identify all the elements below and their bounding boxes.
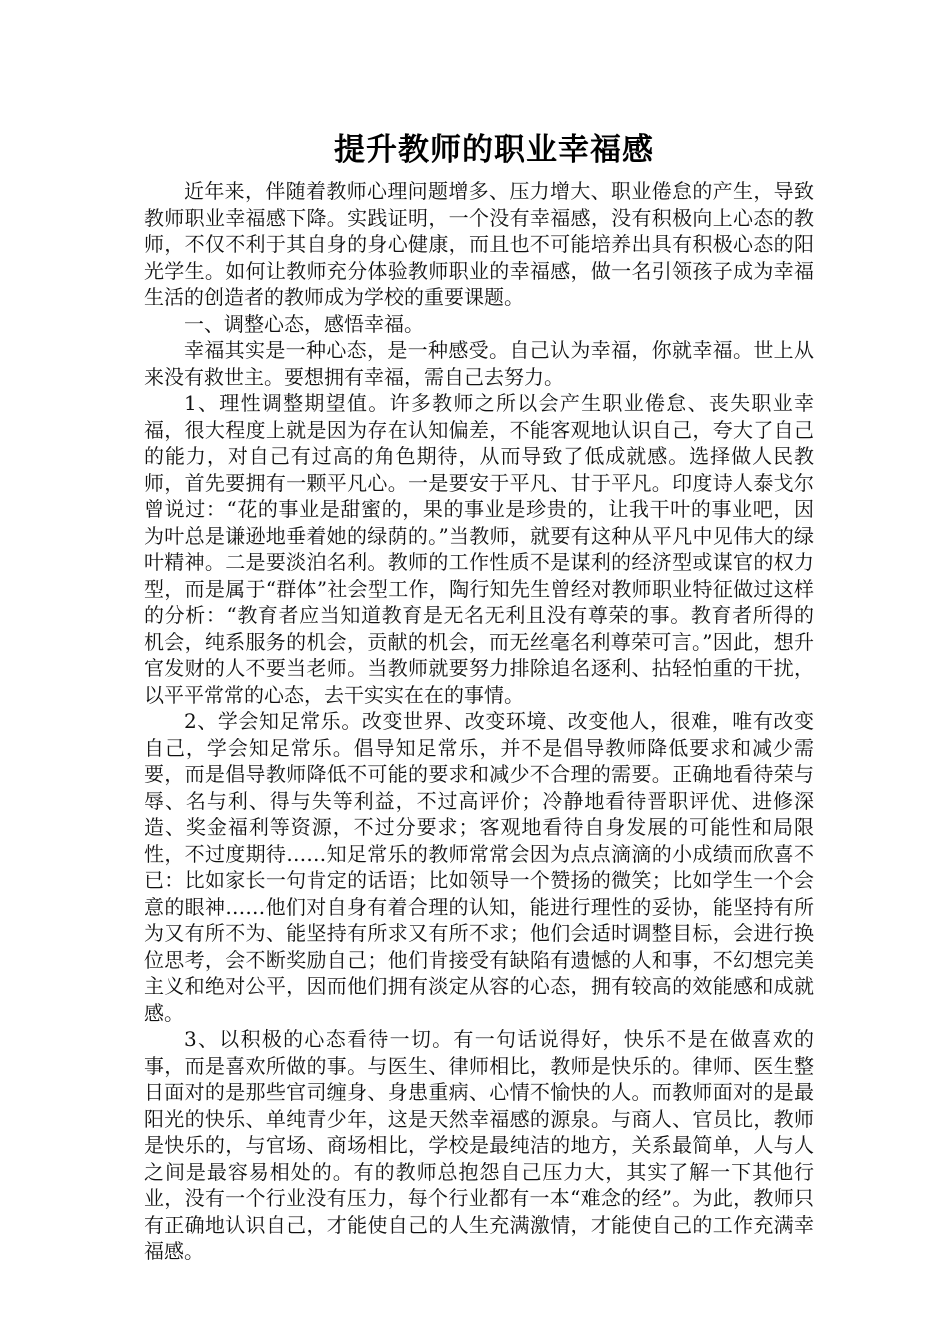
- document-body: [144, 128, 814, 1265]
- paragraph-point-2: 2、学会知足常乐。改变世界、改变环境、改变他人，很难，唯有改变自己，学会知足常乐。倡导知足常乐，并不是倡导教师降低要求和减少需要，而是倡导教师降低不可能的要求和减少不合理的需要。正确地看待荣与辱、名与利、得与失等利益，不过高评价；冷静地看待晋职评优、进修深造、奖金福利等资源，不过分要求；客观地看待自身发展的可能性和局限性，不过度期待……知足常乐的教师常常会因为点点滴滴的小成绩而欣喜不已：比如家长一句肯定的话语；比如领导一个赞扬的微笑；比如学生一个会意的眼神……他们对自身有着合理的认知，能进行理性的妥协，能坚持有所为又有所不为、能坚持有所求又有所不求；他们会适时调整目标，会进行换位思考，会不断奖励自己；他们肯接受有缺陷有遗憾的人和事，不幻想完美主义和绝对公平，因而他们拥有淡定从容的心态，拥有较高的效能感和成就感。: [144, 709, 814, 1025]
- paragraph-happiness-mindset: 幸福其实是一种心态，是一种感受。自己认为幸福，你就幸福。世上从来没有救世主。要想拥有幸福，需自己去努力。: [144, 338, 814, 389]
- section-heading-1: 一、调整心态，感悟幸福。: [184, 311, 424, 336]
- paragraph-point-1: 1、理性调整期望值。许多教师之所以会产生职业倦怠、丧失职业幸福，很大程度上就是因为存在认知偏差，不能客观地认识自己，夸大了自己的能力，对自己有过高的角色期待，从而导致了低成就感。选择做人民教师，首先要拥有一颗平凡心。一是要安于平凡、甘于平凡。印度诗人泰戈尔曾说过：“花的事业是甜蜜的，果的事业是珍贵的，让我干叶的事业吧，因为叶总是谦逊地垂着她的绿荫的。”当教师，就要有这种从平凡中见伟大的绿叶精神。二是要淡泊名利。教师的工作性质不是谋利的经济型或谋官的权力型，而是属于“群体”社会型工作，陶行知先生曾经对教师职业特征做过这样的分析：“教育者应当知道教育是无名无利且没有尊荣的事。教育者所得的机会，纯系服务的机会，贡献的机会，而无丝毫名利尊荣可言。”因此，想升官发财的人不要当老师。当教师就要努力排除追名逐利、拈轻怕重的干扰，以平平常常的心态，去干实实在在的事情。: [144, 391, 814, 707]
- paragraph-intro: 近年来，伴随着教师心理问题增多、压力增大、职业倦怠的产生，导致教师职业幸福感下降。实践证明，一个没有幸福感，没有积极向上心态的教师，不仅不利于其自身的身心健康，而且也不可能培养出具有积极心态的阳光学生。如何让教师充分体验教师职业的幸福感，做一名引领孩子成为幸福生活的创造者的教师成为学校的重要课题。: [144, 179, 814, 309]
- paragraph-point-3: 3、以积极的心态看待一切。有一句话说得好，快乐不是在做喜欢的事，而是喜欢所做的事。与医生、律师相比，教师是快乐的。律师、医生整日面对的是那些官司缠身、身患重病、心情不愉快的人。而教师面对的是最阳光的快乐、单纯青少年，这是天然幸福感的源泉。与商人、官员比，教师是快乐的，与官场、商场相比，学校是最纯洁的地方，关系最简单，人与人之间是最容易相处的。有的教师总抱怨自己压力大，其实了解一下其他行业，没有一个行业没有压力，每个行业都有一本“难念的经”。为此，教师只有正确地认识自己，才能使自己的人生充满激情，才能使自己的工作充满幸福感。: [144, 1027, 814, 1263]
- document-title: 提升教师的职业幸福感: [334, 132, 654, 168]
